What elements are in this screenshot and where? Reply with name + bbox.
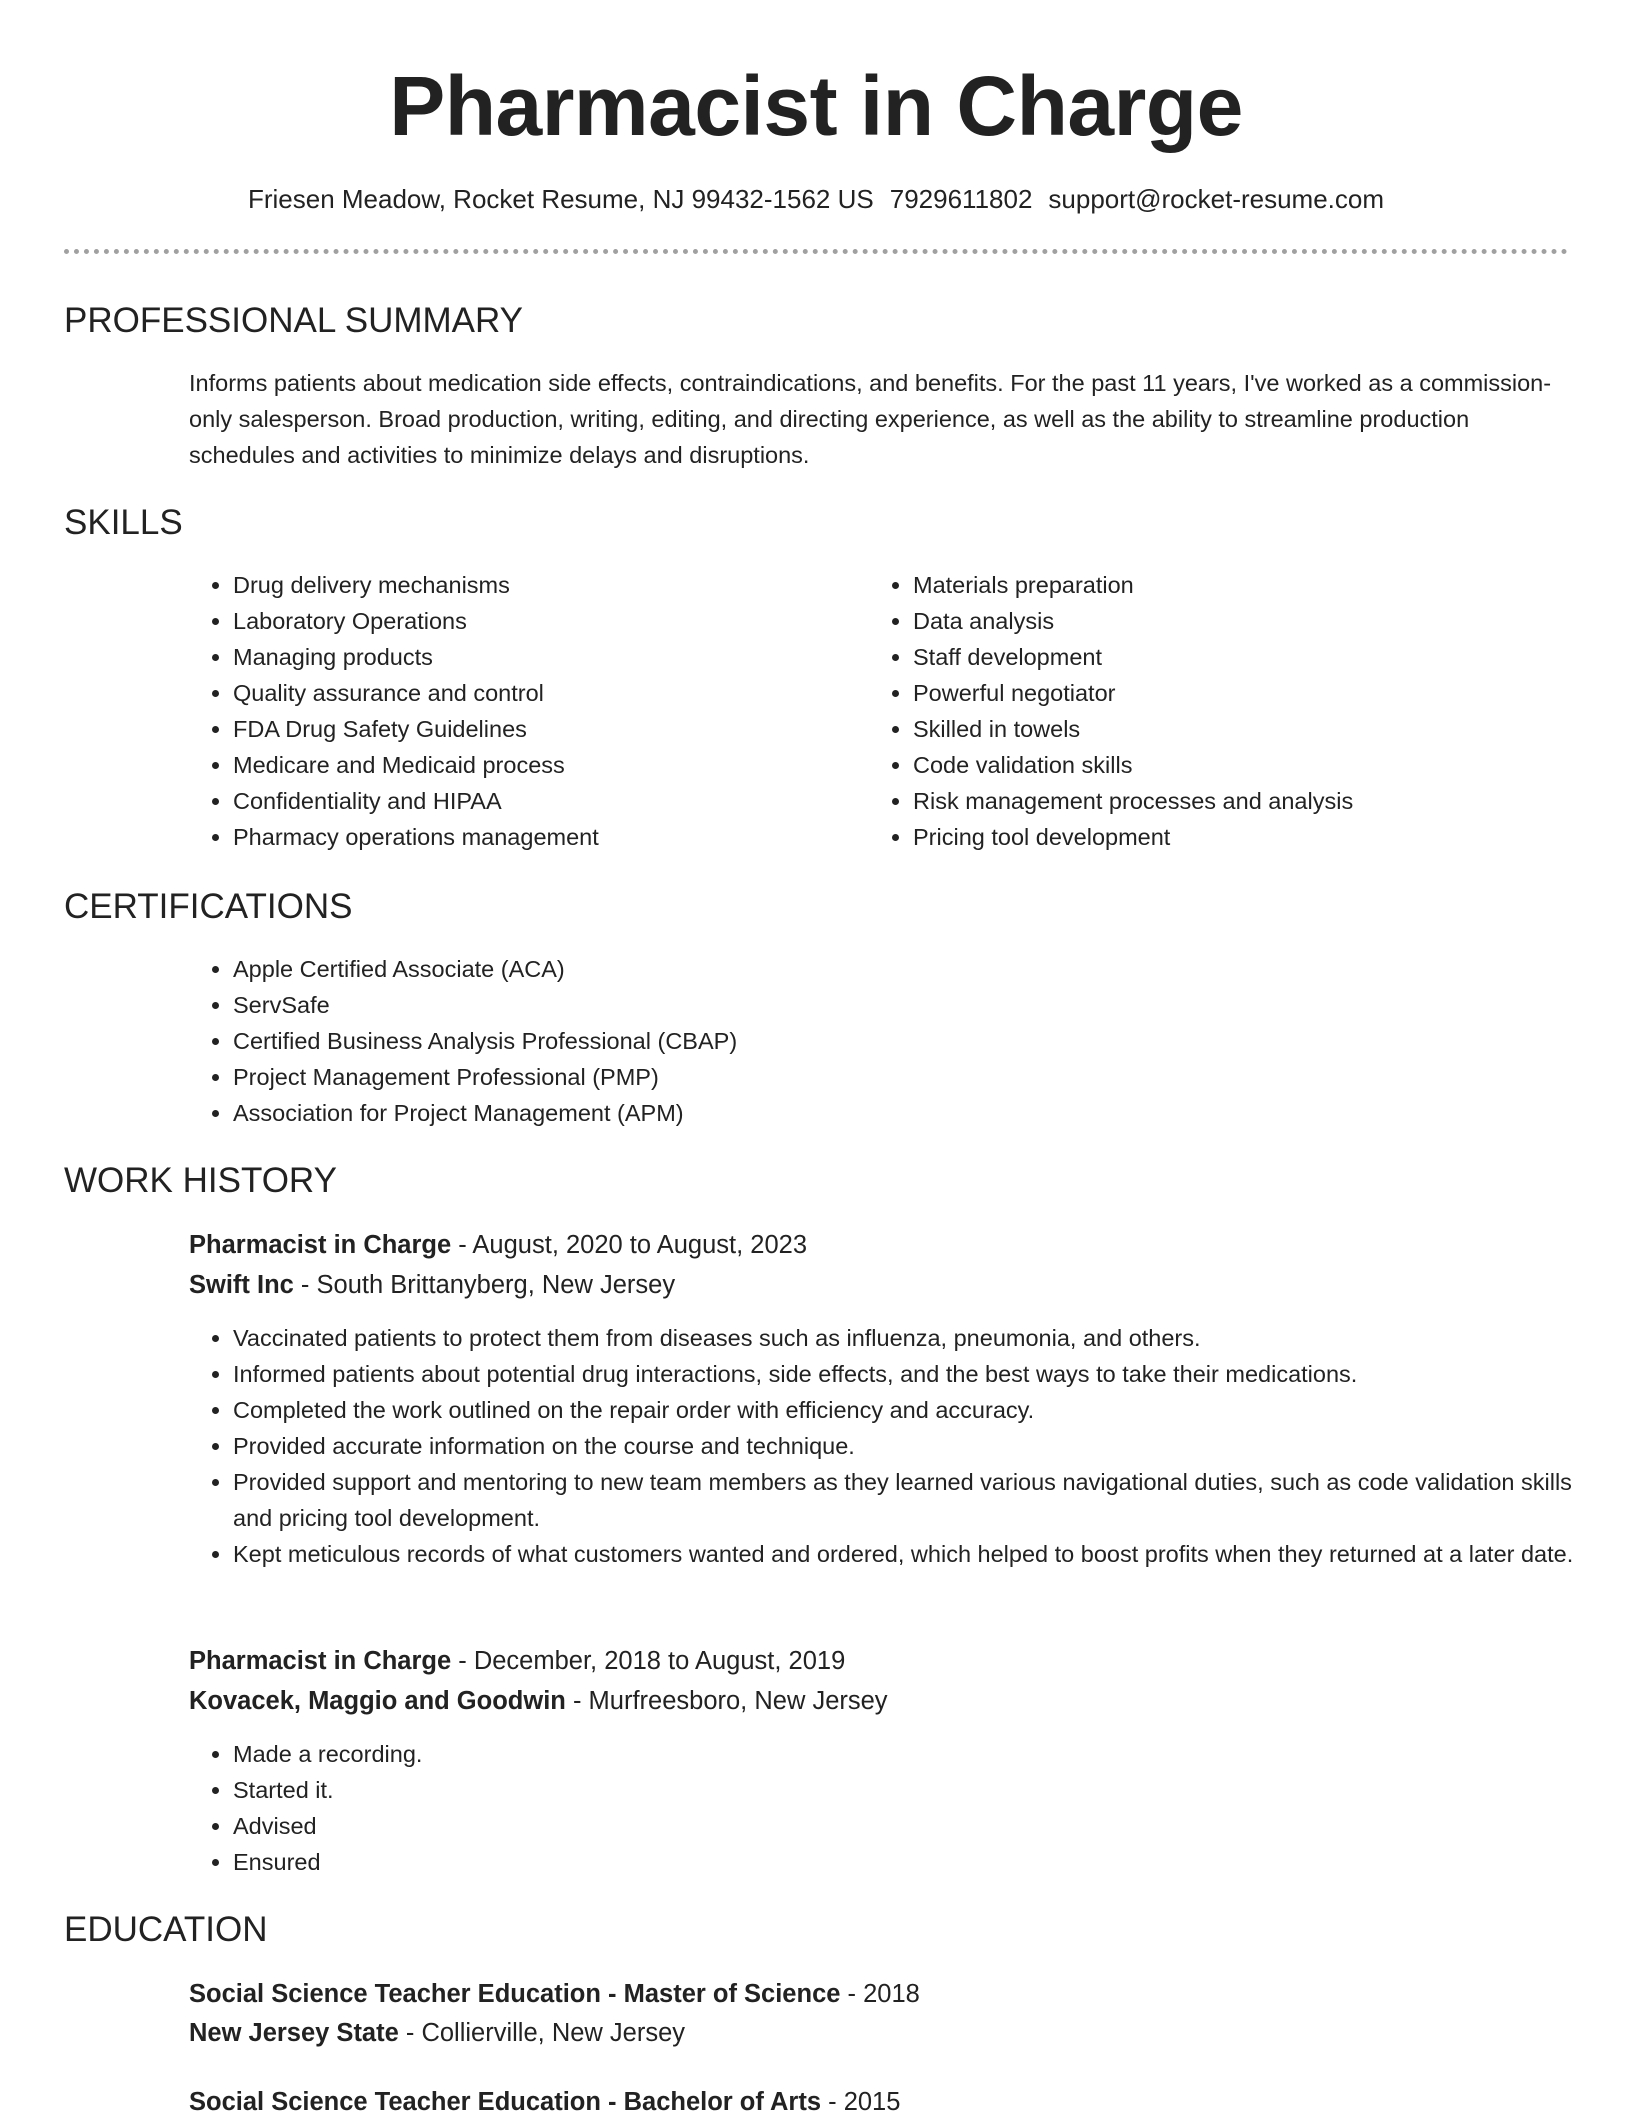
education-school: New Jersey State <box>189 2019 399 2047</box>
job-bullet: • Made a recording. <box>233 1736 1613 1772</box>
certification-item: • Apple Certified Associate (ACA) <box>233 951 1533 987</box>
skill-item: • Pharmacy operations management <box>233 819 853 855</box>
certifications-heading: CERTIFICATIONS <box>64 887 353 926</box>
job-bullet: • Kept meticulous records of what customers wanted and ordered, which helped to boost profits when they returned at a later date. <box>233 1536 1613 1572</box>
skill-item: • Powerful negotiator <box>913 675 1593 711</box>
job-bullets <box>189 1736 1613 1880</box>
job-dates: - December, 2018 to August, 2019 <box>451 1647 846 1675</box>
skill-item: • Staff development <box>913 639 1593 675</box>
education-degree: Social Science Teacher Education - Master of Science <box>189 1980 841 2008</box>
contact-address: Friesen Meadow, Rocket Resume, NJ 99432-1562 US <box>247 184 874 214</box>
job-bullet: • Started it. <box>233 1772 1613 1808</box>
education-school-line <box>189 2016 685 2050</box>
certification-item: • Project Management Professional (PMP) <box>233 1059 1533 1095</box>
skill-item: • Quality assurance and control <box>233 675 853 711</box>
education-degree: Social Science Teacher Education - Bachelor of Arts <box>189 2088 822 2116</box>
education-location: - Collierville, New Jersey <box>398 2019 686 2047</box>
job-title-line <box>189 1228 807 1262</box>
skill-item: • Medicare and Medicaid process <box>233 747 853 783</box>
skill-item: • Managing products <box>233 639 853 675</box>
job-bullet: • Informed patients about potential drug interactions, side effects, and the best ways to take their medications. <box>233 1356 1613 1392</box>
skill-item: • Code validation skills <box>913 747 1593 783</box>
summary-text: Informs patients about medication side effects, contraindications, and benefits. For the past 11 years, I've worked as a commission-only salesperson. Broad production, writing, editing, and directing experience, as well as the ability to streamline production schedules and activities to minimize delays and disruptions. <box>189 370 1552 468</box>
certification-item: • Certified Business Analysis Professional (CBAP) <box>233 1023 1533 1059</box>
skill-item: • Laboratory Operations <box>233 603 853 639</box>
job-company-line <box>189 1268 675 1302</box>
skill-item: • FDA Drug Safety Guidelines <box>233 711 853 747</box>
education-heading: EDUCATION <box>64 1910 268 1949</box>
job-bullet: • Completed the work outlined on the repair order with efficiency and accuracy. <box>233 1392 1613 1428</box>
skill-item: • Confidentiality and HIPAA <box>233 783 853 819</box>
job-dates: - August, 2020 to August, 2023 <box>451 1231 808 1259</box>
education-year: - 2018 <box>840 1980 920 2008</box>
education-degree-line <box>189 2085 900 2119</box>
skill-item: • Data analysis <box>913 603 1593 639</box>
job-company-line <box>189 1684 888 1718</box>
job-location: - South Brittanyberg, New Jersey <box>293 1271 676 1299</box>
certifications-list <box>189 951 1533 1131</box>
job-bullet: • Vaccinated patients to protect them from diseases such as influenza, pneumonia, and others. <box>233 1320 1613 1356</box>
certification-item: • Association for Project Management (APM) <box>233 1095 1533 1131</box>
header-divider <box>64 249 1568 254</box>
education-year: - 2015 <box>821 2088 901 2116</box>
skills-heading: SKILLS <box>64 503 183 542</box>
skills-list-right <box>869 567 1593 855</box>
job-bullet: • Advised <box>233 1808 1613 1844</box>
job-role: Pharmacist in Charge <box>189 1647 452 1675</box>
contact-phone: 7929611802 <box>889 184 1033 214</box>
skills-list-left <box>189 567 853 855</box>
skill-item: • Skilled in towels <box>913 711 1593 747</box>
resume-name: Pharmacist in Charge <box>389 59 1243 153</box>
skill-item: • Risk management processes and analysis <box>913 783 1593 819</box>
job-company: Kovacek, Maggio and Goodwin <box>189 1687 566 1715</box>
skill-item: • Materials preparation <box>913 567 1593 603</box>
work-history-heading: WORK HISTORY <box>64 1161 337 1200</box>
job-title-line <box>189 1644 845 1678</box>
job-company: Swift Inc <box>189 1271 294 1299</box>
contact-line <box>0 182 1632 216</box>
skill-item: • Drug delivery mechanisms <box>233 567 853 603</box>
skill-item: • Pricing tool development <box>913 819 1593 855</box>
job-bullet: • Ensured <box>233 1844 1613 1880</box>
summary-heading: PROFESSIONAL SUMMARY <box>64 301 523 340</box>
certification-item: • ServSafe <box>233 987 1533 1023</box>
job-bullet: • Provided accurate information on the course and technique. <box>233 1428 1613 1464</box>
education-degree-line <box>189 1977 920 2011</box>
job-bullets <box>189 1320 1613 1572</box>
job-role: Pharmacist in Charge <box>189 1231 452 1259</box>
contact-email[interactable]: support@rocket-resume.com <box>1048 184 1385 214</box>
job-bullet: • Provided support and mentoring to new team members as they learned various navigational duties, such as code validation skills and pricing tool development. <box>233 1464 1613 1536</box>
job-location: - Murfreesboro, New Jersey <box>565 1687 888 1715</box>
